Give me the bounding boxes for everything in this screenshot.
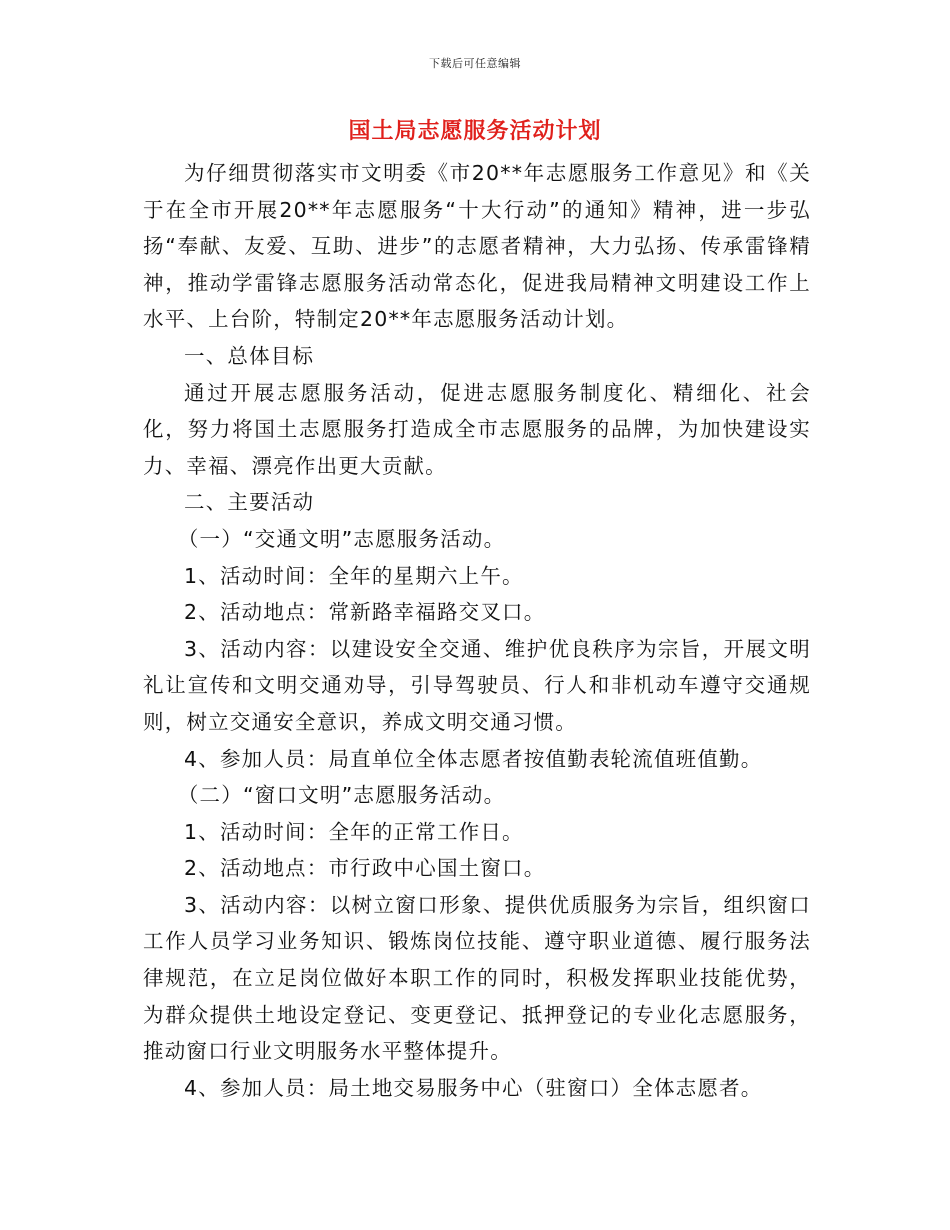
document-body (143, 155, 811, 1106)
list-item: 1、活动时间：全年的正常工作日。 (184, 819, 524, 844)
list-item: 2、活动地点：常新路幸福路交叉口。 (184, 600, 546, 625)
intro-paragraph: 为仔细贯彻落实市文明委《市20**年志愿服务工作意见》和《关于在全市开展20**年志愿服务“十大行动”的通知》精神，进一步弘扬“奉献、友爱、互助、进步”的志愿者精神，大力弘扬、传承雷锋精神，推动学雷锋志愿服务活动常态化，促进我局精神文明建设工作上水平、上台阶，特制定20**年志愿服务活动计划。 (143, 161, 811, 332)
goals-paragraph: 通过开展志愿服务活动，促进志愿服务制度化、精细化、社会化，努力将国土志愿服务打造成全市志愿服务的品牌，为加快建设实力、幸福、漂亮作出更大贡献。 (143, 380, 811, 478)
section-heading-activities: 二、主要活动 (184, 490, 315, 515)
list-item: 1、活动时间：全年的星期六上午。 (184, 563, 524, 588)
list-item: 2、活动地点：市行政中心国土窗口。 (184, 856, 546, 881)
section-heading-goals: 一、总体目标 (184, 343, 315, 368)
list-item: 4、参加人员：局直单位全体志愿者按值勤表轮流值班值勤。 (184, 746, 763, 771)
subsection-heading-traffic: （一）“交通文明”志愿服务活动。 (177, 526, 506, 551)
list-item: 3、活动内容：以建设安全交通、维护优良秩序为宗旨，开展文明礼让宣传和文明交通劝导，引导驾驶员、行人和非机动车遵守交通规则，树立交通安全意识，养成文明交通习惯。 (143, 636, 811, 734)
list-item: 3、活动内容：以树立窗口形象、提供优质服务为宗旨，组织窗口工作人员学习业务知识、锻炼岗位技能、遵守职业道德、履行服务法律规范，在立足岗位做好本职工作的同时，积极发挥职业技能优势，为群众提供土地设定登记、变更登记、抵押登记的专业化志愿服务，推动窗口行业文明服务水平整体提升。 (143, 892, 811, 1064)
header-note: 下载后可任意编辑 (429, 57, 521, 70)
list-item: 4、参加人员：局土地交易服务中心（驻窗口）全体志愿者。 (184, 1075, 763, 1100)
document-title: 国土局志愿服务活动计划 (348, 119, 602, 144)
subsection-heading-window: （二）“窗口文明”志愿服务活动。 (177, 783, 506, 808)
